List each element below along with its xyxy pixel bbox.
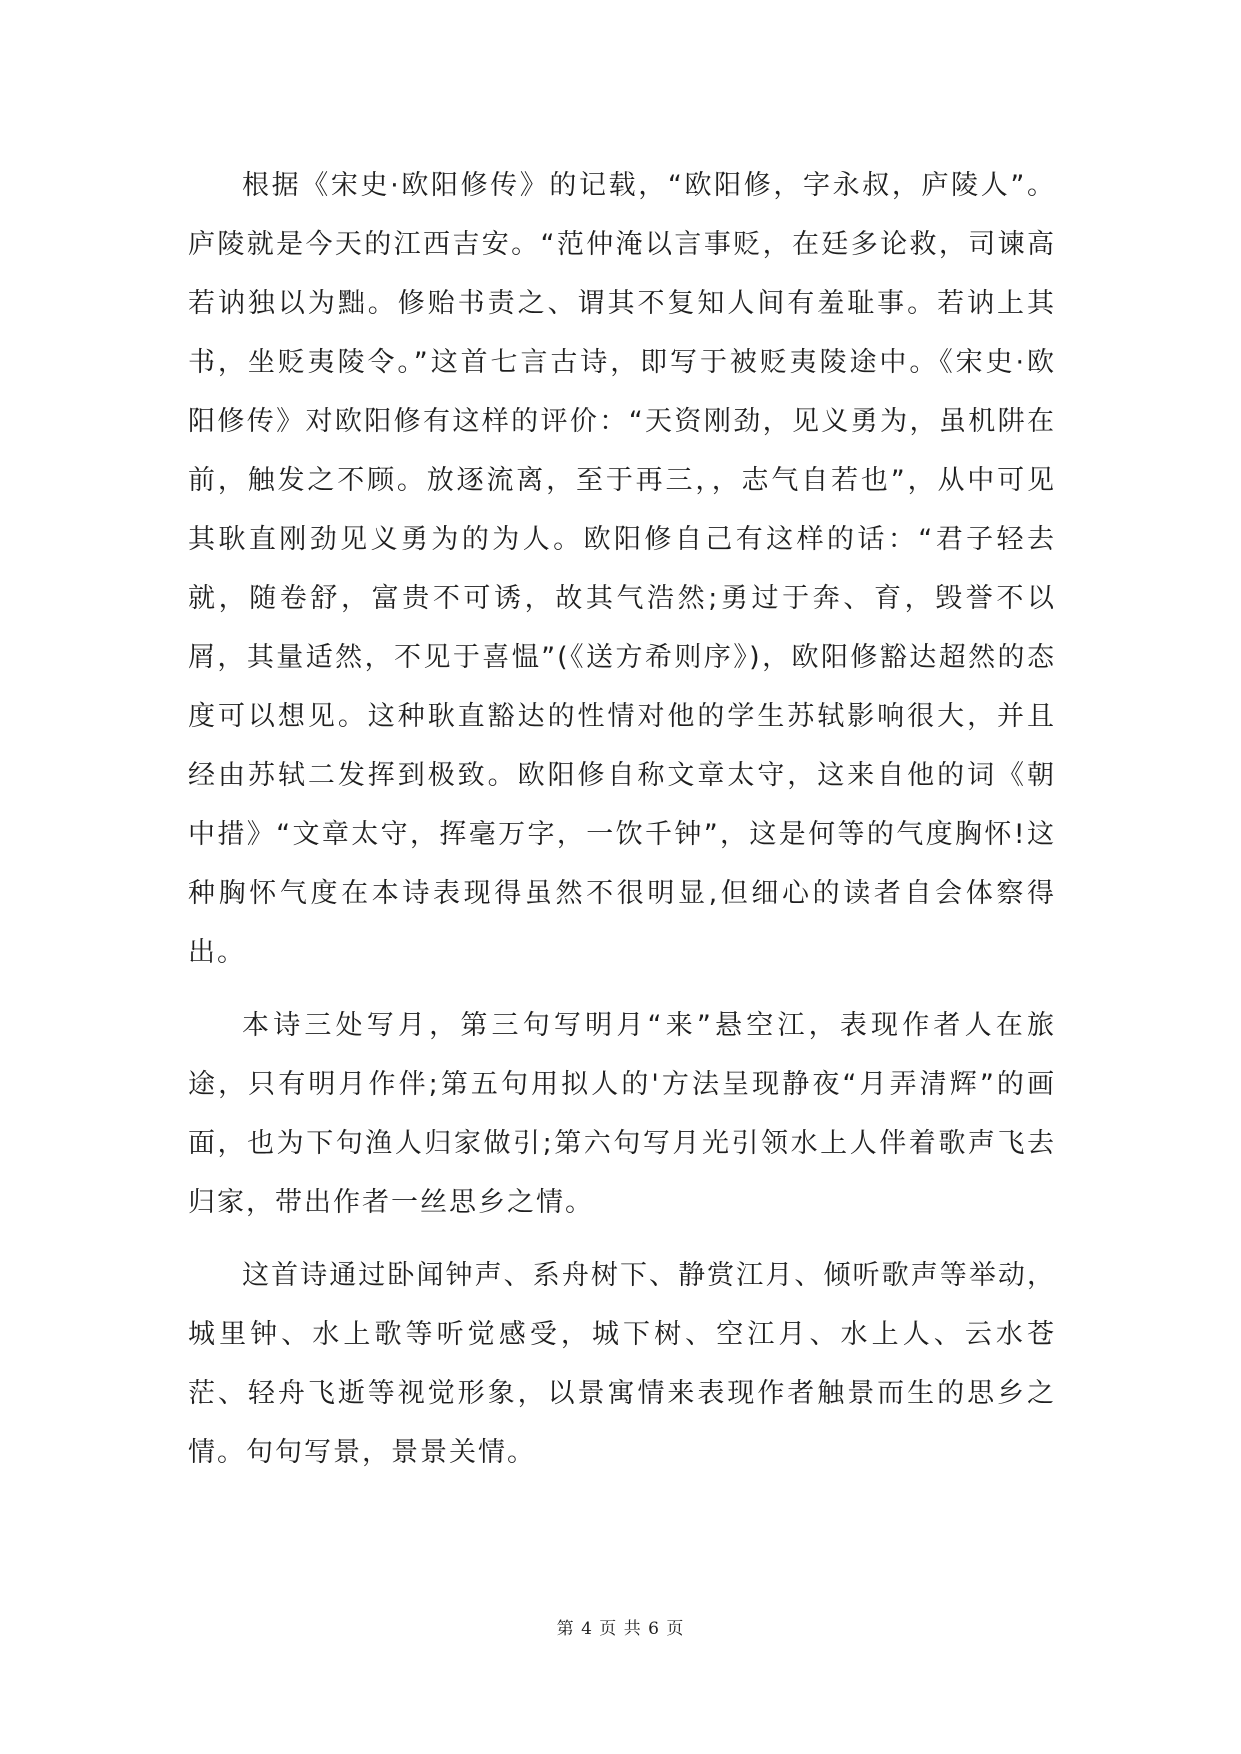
page-number-footer: 第 4 页 共 6 页 — [556, 1619, 685, 1639]
paragraph: 本诗三处写月，第三句写明月“来”悬空江，表现作者人在旅途，只有明月作伴;第五句用拟人的'方法呈现静夜“月弄清辉”的画面，也为下句渔人归家做引;第六句写月光引领水上人伴着歌声飞去归家，带出作者一丝思乡之情。 — [188, 1010, 1056, 1218]
paragraph: 根据《宋史·欧阳修传》的记载，“欧阳修，字永叔，庐陵人”。庐陵就是今天的江西吉安。“范仲淹以言事贬，在廷多论救，司谏高若讷独以为黜。修贻书责之、谓其不复知人间有羞耻事。若讷上其书，坐贬夷陵令。”这首七言古诗，即写于被贬夷陵途中。《宋史·欧阳修传》对欧阳修有这样的评价：“天资刚劲，见义勇为，虽机阱在前，触发之不顾。放逐流离，至于再三，，志气自若也”，从中可见其耿直刚劲见义勇为的为人。欧阳修自己有这样的话：“君子轻去就，随卷舒，富贵不可诱，故其气浩然;勇过于奔、育，毁誉不以屑，其量适然，不见于喜愠”(《送方希则序》)，欧阳修豁达超然的态度可以想见。这种耿直豁达的性情对他的学生苏轼影响很大，并且经由苏轼二发挥到极致。欧阳修自称文章太守，这来自他的词《朝中措》“文章太守，挥毫万字，一饮千钟”，这是何等的气度胸怀!这种胸怀气度在本诗表现得虽然不很明显,但细心的读者自会体察得出。 — [188, 170, 1056, 968]
document-body — [188, 156, 1056, 1496]
paragraph: 这首诗通过卧闻钟声、系舟树下、静赏江月、倾听歌声等举动，城里钟、水上歌等听觉感受，城下树、空江月、水上人、云水苍茫、轻舟飞逝等视觉形象，以景寓情来表现作者触景而生的思乡之情。句句写景，景景关情。 — [188, 1260, 1056, 1468]
